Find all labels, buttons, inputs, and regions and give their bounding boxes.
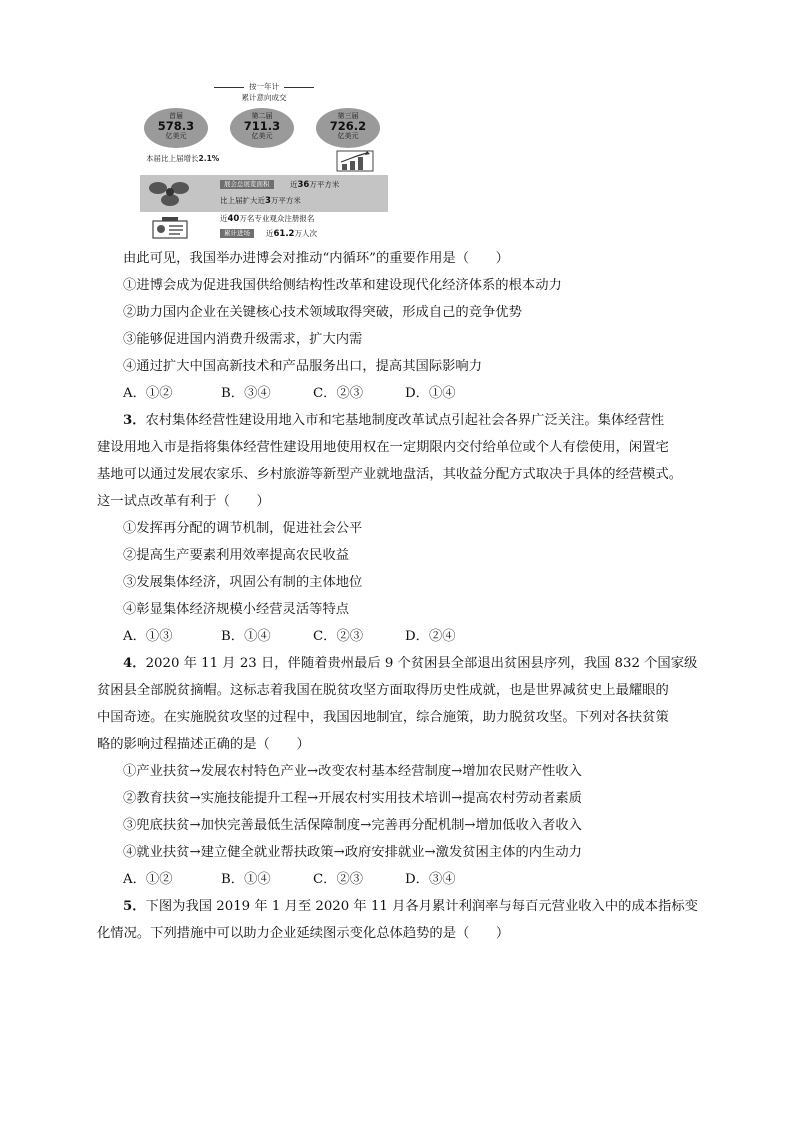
visit-text [266,229,317,239]
q4-options [123,871,456,889]
q4-option-d[interactable]: D．③④ [405,872,456,887]
q3-stem-line-2: 建设用地入市是指将集体经营性建设用地使用权在一定期限内交付给单位或个人有偿使用，闲置宅 [97,440,669,455]
session-value: 726.2 [329,119,367,133]
q4-option-a[interactable]: A．①② [123,872,173,887]
q5-number: 5． [123,899,146,914]
infographic-subheading: 累计意向成交 [241,93,287,102]
q5-stem-line-2: 化情况。下列措施中可以助力企业延续图示变化总体趋势的是（ ） [97,926,510,941]
q4-number: 4． [123,656,146,671]
q3-number: 3． [123,413,146,428]
session-unit: 亿美元 [165,132,187,140]
q2-stem: 由此可见，我国举办进博会对推动“内循环”的重要作用是（ ） [123,251,509,266]
area-unit: 万平方米 [309,180,340,189]
q2-option-c[interactable]: C．②③ [313,386,364,401]
q2-option-a[interactable]: A．①② [123,386,173,401]
area-tag: 展会总展览面积 [220,180,274,189]
session-name: 第二届 [251,112,273,120]
q3-item-3: ③发展集体经济，巩固公有制的主体地位 [123,575,363,590]
q2-option-d[interactable]: D．①④ [405,386,456,401]
q3-item-1: ①发挥再分配的调节机制，促进社会公平 [123,521,363,536]
session-unit: 亿美元 [251,132,273,140]
expand-text [220,196,301,206]
session-name: 第三届 [337,112,359,120]
pro-visitors-text [220,214,314,224]
expo-infographic [140,80,388,240]
q4-stem-line-4: 略的影响过程描述正确的是（ ） [97,737,310,752]
id-card-icon [152,217,188,239]
infographic-heading: 按一年计 [140,82,388,91]
q4-item-3: ③兜底扶贫→加快完善最低生活保障制度→完善再分配机制→增加低收入者收入 [123,818,582,833]
expand-value: 3 [265,196,271,206]
q4-stem-line-2: 贫困县全部脱贫摘帽。这标志着我国在脱贫攻坚方面取得历史性成就，也是世界减贫史上最耀眼的 [97,683,669,698]
q3-options [123,628,456,646]
q3-item-4: ④彰显集体经济规模小经营灵活等特点 [123,602,350,617]
session-unit: 亿美元 [337,132,359,140]
molecule-icon [146,178,194,210]
area-prefix: 近 [290,180,298,189]
visit-value: 61.2 [273,229,295,239]
q3-option-c[interactable]: C．②③ [313,629,364,644]
q3-stem-line-4: 这一试点改革有利于（ ） [97,494,270,509]
visit-prefix: 近 [266,229,274,238]
session-value: 711.3 [243,119,281,133]
rising-bar-chart-icon [336,150,374,172]
session-value: 578.3 [157,119,195,133]
pro-suffix: 万名专业观众注册报名 [239,214,315,223]
q4-item-1: ①产业扶贫→发展农村特色产业→改变农村基本经营制度→增加农民财产性收入 [123,764,582,779]
area-value: 36 [297,180,310,190]
q3-option-b[interactable]: B．①④ [221,629,271,644]
q3-stem-text: 农村集体经营性建设用地入市和宅基地制度改革试点引起社会各界广泛关注。集体经营性 [145,413,665,428]
q4-stem-line-3: 中国奇迹。在实施脱贫攻坚的过程中，我国因地制宜，综合施策，助力脱贫攻坚。下列对各扶贫策 [97,710,669,725]
q2-item-3: ③能够促进国内消费升级需求，扩大内需 [123,332,363,347]
pro-prefix: 近 [220,214,228,223]
q4-stem-text: 2020 年 11 月 23 日，伴随着贵州最后 9 个贫困县全部退出贫困县序列，我国 832 个国家级 [145,656,698,671]
q4-option-c[interactable]: C．②③ [313,872,364,887]
q2-options [123,385,456,403]
q4-item-2: ②教育扶贫→实施技能提升工程→开展农村实用技术培训→提高农村劳动者素质 [123,791,582,806]
q5-stem-text: 下图为我国 2019 年 1 月至 2020 年 11 月各月累计利润率与每百元营业收入中的成本指标变 [145,899,698,914]
q3-option-a[interactable]: A．①③ [123,629,173,644]
session-name: 首届 [169,112,183,120]
expand-prefix: 比上届扩大近 [220,196,265,205]
growth-value: 2.1% [198,154,220,163]
q3-stem-line-1 [123,412,664,430]
q2-option-b[interactable]: B．③④ [221,386,271,401]
q5-stem-line-1 [123,898,698,916]
q2-item-4: ④通过扩大中国高新技术和产品服务出口，提高其国际影响力 [123,359,483,374]
q3-stem-line-3: 基地可以通过发展农家乐、乡村旅游等新型产业就地盘活，其收益分配方式取决于具体的经营模式。 [97,467,683,482]
q2-item-1: ①进博会成为促进我国供给侧结构性改革和建设现代化经济体系的根本动力 [123,278,562,293]
growth-prefix: 本届比上届增长 [146,154,199,163]
pro-value: 40 [227,214,240,224]
session-2-oval [230,108,294,148]
session-3-oval [316,108,380,148]
expand-unit: 万平方米 [270,196,301,205]
q2-item-2: ②助力国内企业在关键核心技术领域取得突破，形成自己的竞争优势 [123,305,522,320]
session-1-oval [144,108,208,148]
growth-text [146,154,219,163]
area-text [290,180,339,190]
q4-stem-line-1 [123,655,697,673]
q3-item-2: ②提高生产要素利用效率提高农民收益 [123,548,350,563]
visit-tag: 累计进场 [220,229,254,238]
visit-unit: 万人次 [294,229,317,238]
q4-item-4: ④就业扶贫→建立健全就业帮扶政策→政府安排就业→激发贫困主体的内生动力 [123,845,582,860]
q3-option-d[interactable]: D．②④ [405,629,456,644]
q4-option-b[interactable]: B．①④ [221,872,271,887]
